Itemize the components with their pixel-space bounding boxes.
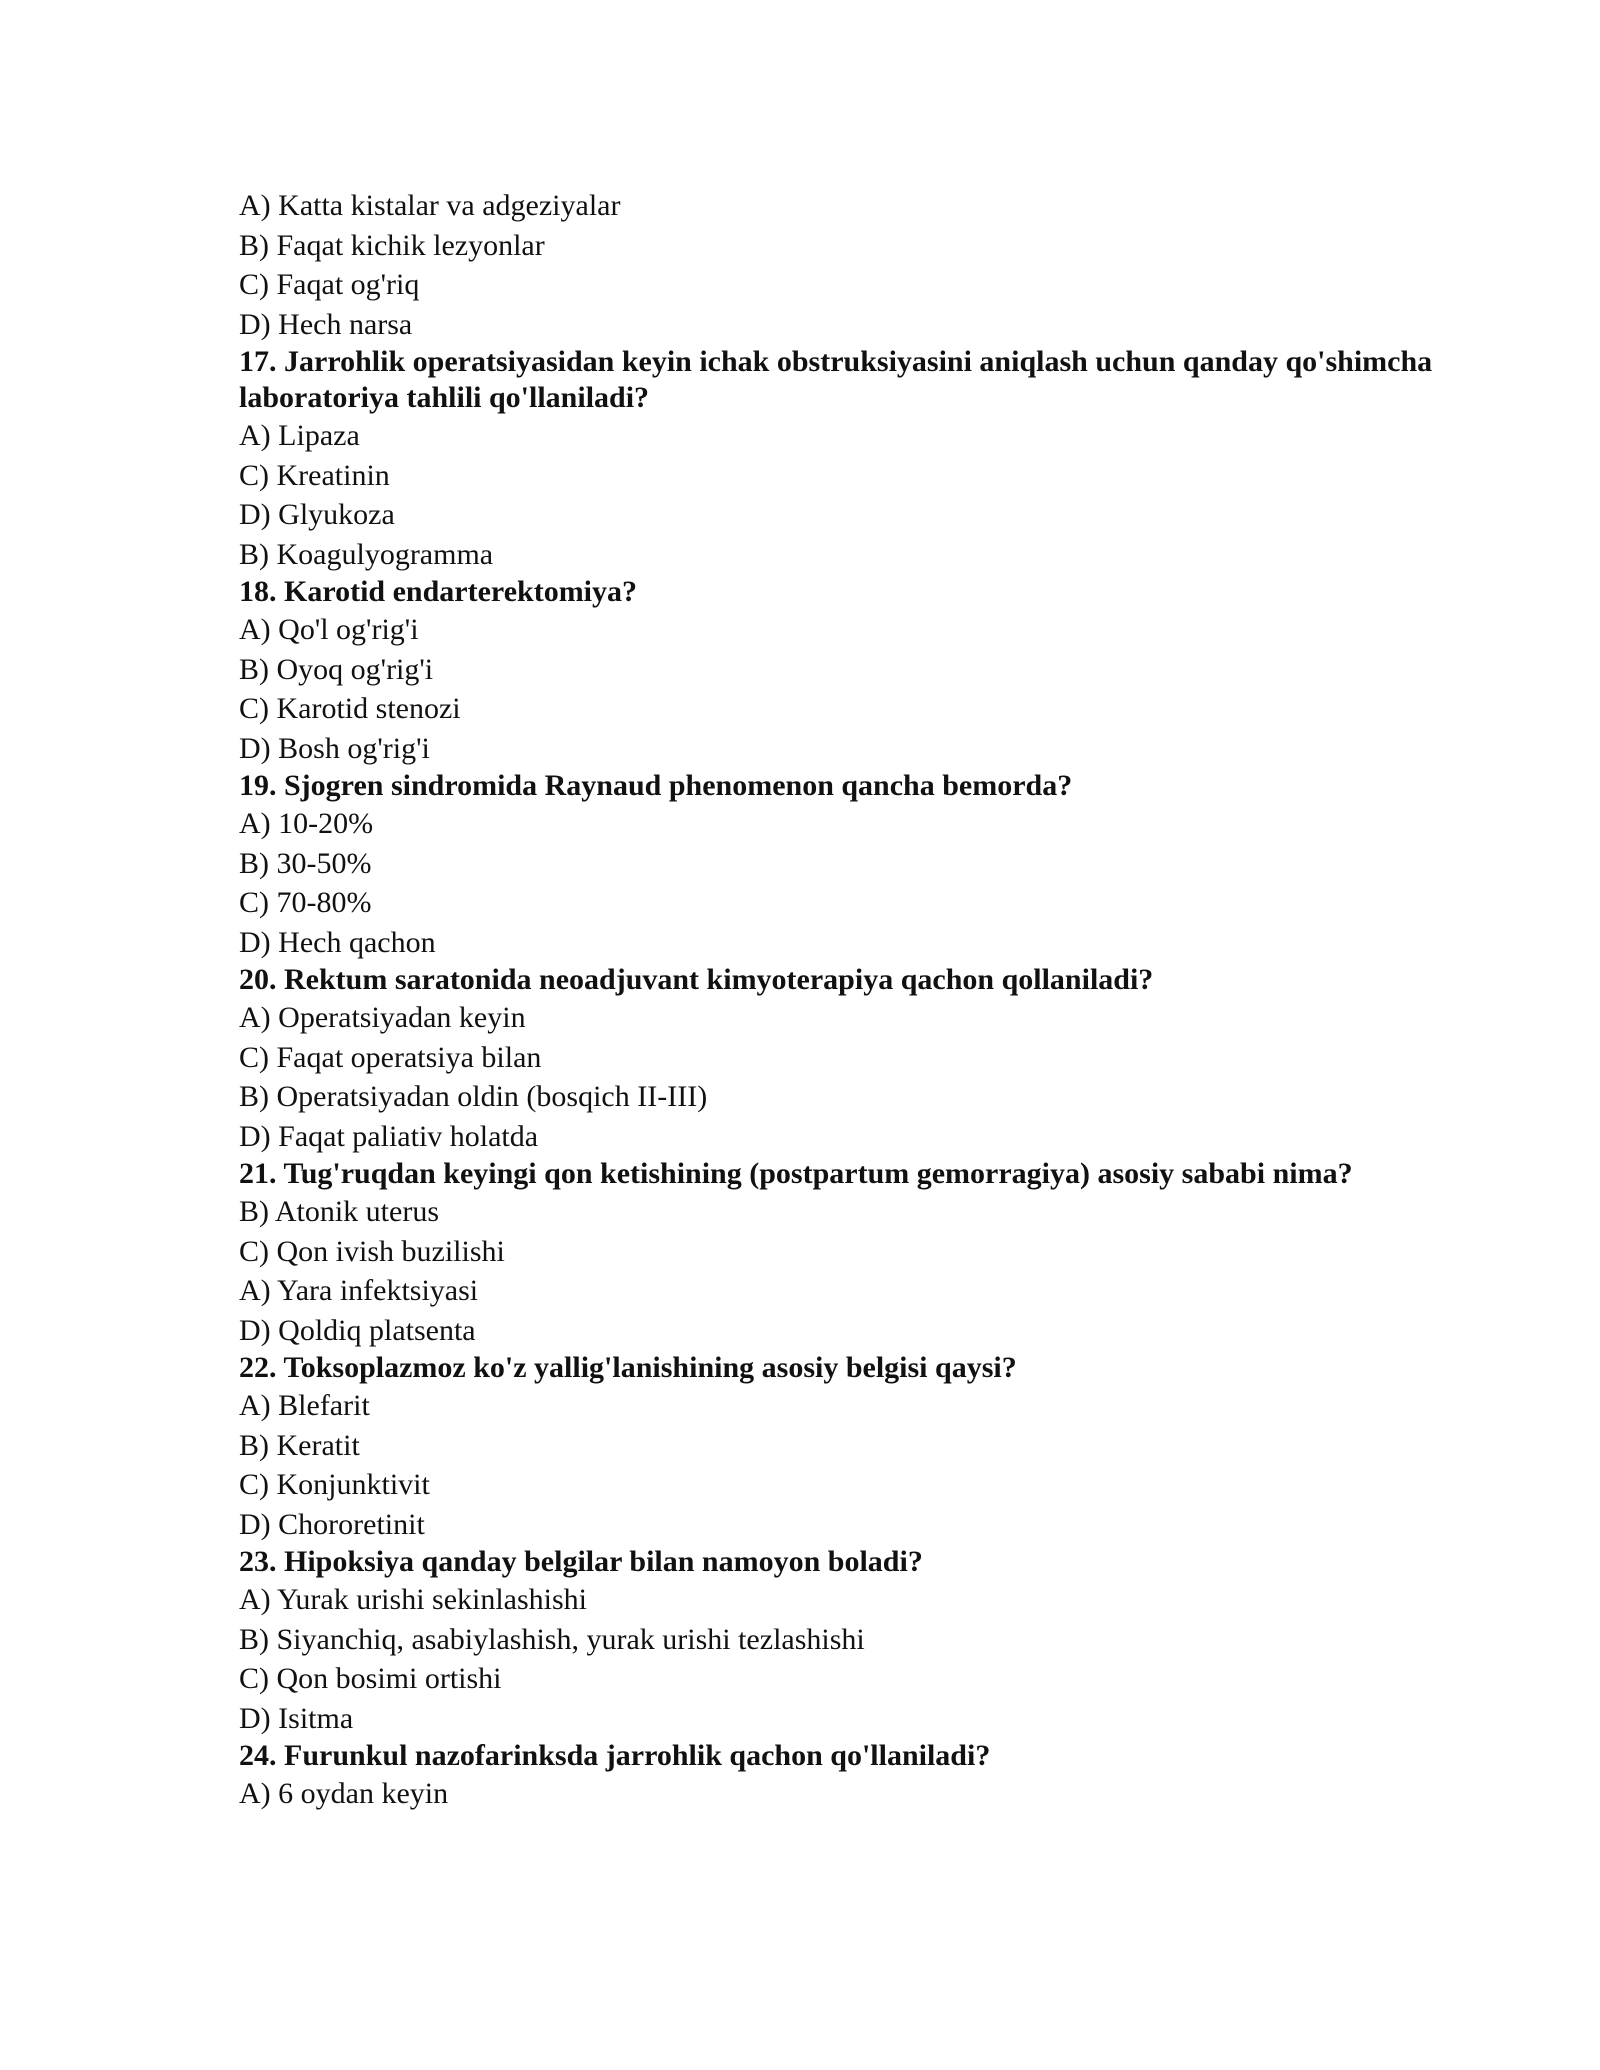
answer-option: A) Operatsiyadan keyin: [239, 1001, 526, 1034]
answer-option: D) Qoldiq platsenta: [239, 1313, 476, 1347]
answer-option: D) Glyukoza: [239, 498, 395, 531]
answer-option: D) Bosh og'rig'i: [239, 731, 430, 765]
answer-option: C) 70-80%: [239, 886, 372, 919]
answer-option: A) Blefarit: [239, 1389, 370, 1422]
answer-option: C) Kreatinin: [239, 458, 390, 492]
question-text: 19. Sjogren sindromida Raynaud phenomenon qancha bemorda?: [239, 769, 1073, 802]
question-block-18: [239, 574, 1479, 768]
question-block-22: [239, 1350, 1479, 1544]
question-text: 24. Furunkul nazofarinksda jarrohlik qachon qo'llaniladi?: [239, 1739, 991, 1772]
answer-option: C) Faqat operatsiya bilan: [239, 1040, 542, 1074]
answer-option: D) Isitma: [239, 1701, 354, 1735]
question-text: 18. Karotid endarterektomiya?: [239, 575, 638, 608]
answer-option: D) Hech narsa: [239, 307, 413, 341]
answer-option: D) Faqat paliativ holatda: [239, 1119, 539, 1153]
question-text: 17. Jarrohlik operatsiyasidan keyin ichak obstruksiyasini aniqlash uchun qanday qo'shimcha laboratoriya tahlili qo'llaniladi?: [239, 345, 1433, 414]
answer-option: B) Koagulyogramma: [239, 537, 494, 571]
question-block-19: [239, 768, 1479, 962]
question-block-17: [239, 344, 1479, 574]
question-text: 23. Hipoksiya qanday belgilar bilan namoyon boladi?: [239, 1545, 923, 1578]
answer-option: A) 6 oydan keyin: [239, 1777, 449, 1810]
question-block-23: [239, 1544, 1479, 1738]
question-block-20: [239, 962, 1479, 1156]
answer-option: C) Qon ivish buzilishi: [239, 1234, 505, 1268]
answer-option: B) Faqat kichik lezyonlar: [239, 228, 545, 262]
question-block-21: [239, 1156, 1479, 1350]
answer-option: A) Qo'l og'rig'i: [239, 613, 419, 646]
question-text: 20. Rektum saratonida neoadjuvant kimyoterapiya qachon qollaniladi?: [239, 963, 1154, 996]
answer-option: A) Yara infektsiyasi: [239, 1274, 479, 1307]
question-block-24: [239, 1738, 1479, 1814]
answer-option: B) 30-50%: [239, 846, 372, 880]
question-list: [239, 186, 1479, 1814]
answer-option: D) Hech qachon: [239, 925, 436, 959]
lead-options: [239, 186, 1479, 344]
answer-option: B) Siyanchiq, asabiylashish, yurak urishi tezlashishi: [239, 1622, 865, 1656]
answer-option: C) Faqat og'riq: [239, 268, 420, 301]
answer-option: D) Chororetinit: [239, 1507, 425, 1541]
question-text: 22. Toksoplazmoz ko'z yallig'lanishining asosiy belgisi qaysi?: [239, 1351, 1017, 1384]
answer-option: B) Atonik uterus: [239, 1195, 439, 1228]
answer-option: B) Oyoq og'rig'i: [239, 652, 434, 686]
question-text: 21. Tug'ruqdan keyingi qon ketishining (postpartum gemorragiya) asosiy sababi nima?: [239, 1157, 1353, 1190]
answer-option: A) Yurak urishi sekinlashishi: [239, 1583, 588, 1616]
answer-option: C) Karotid stenozi: [239, 692, 461, 725]
answer-option: A) Katta kistalar va adgeziyalar: [239, 189, 621, 222]
answer-option: B) Keratit: [239, 1428, 360, 1462]
answer-option: A) 10-20%: [239, 807, 374, 840]
answer-option: A) Lipaza: [239, 419, 360, 452]
answer-option: C) Konjunktivit: [239, 1468, 430, 1501]
answer-option: C) Qon bosimi ortishi: [239, 1662, 502, 1695]
answer-option: B) Operatsiyadan oldin (bosqich II-III): [239, 1080, 708, 1113]
